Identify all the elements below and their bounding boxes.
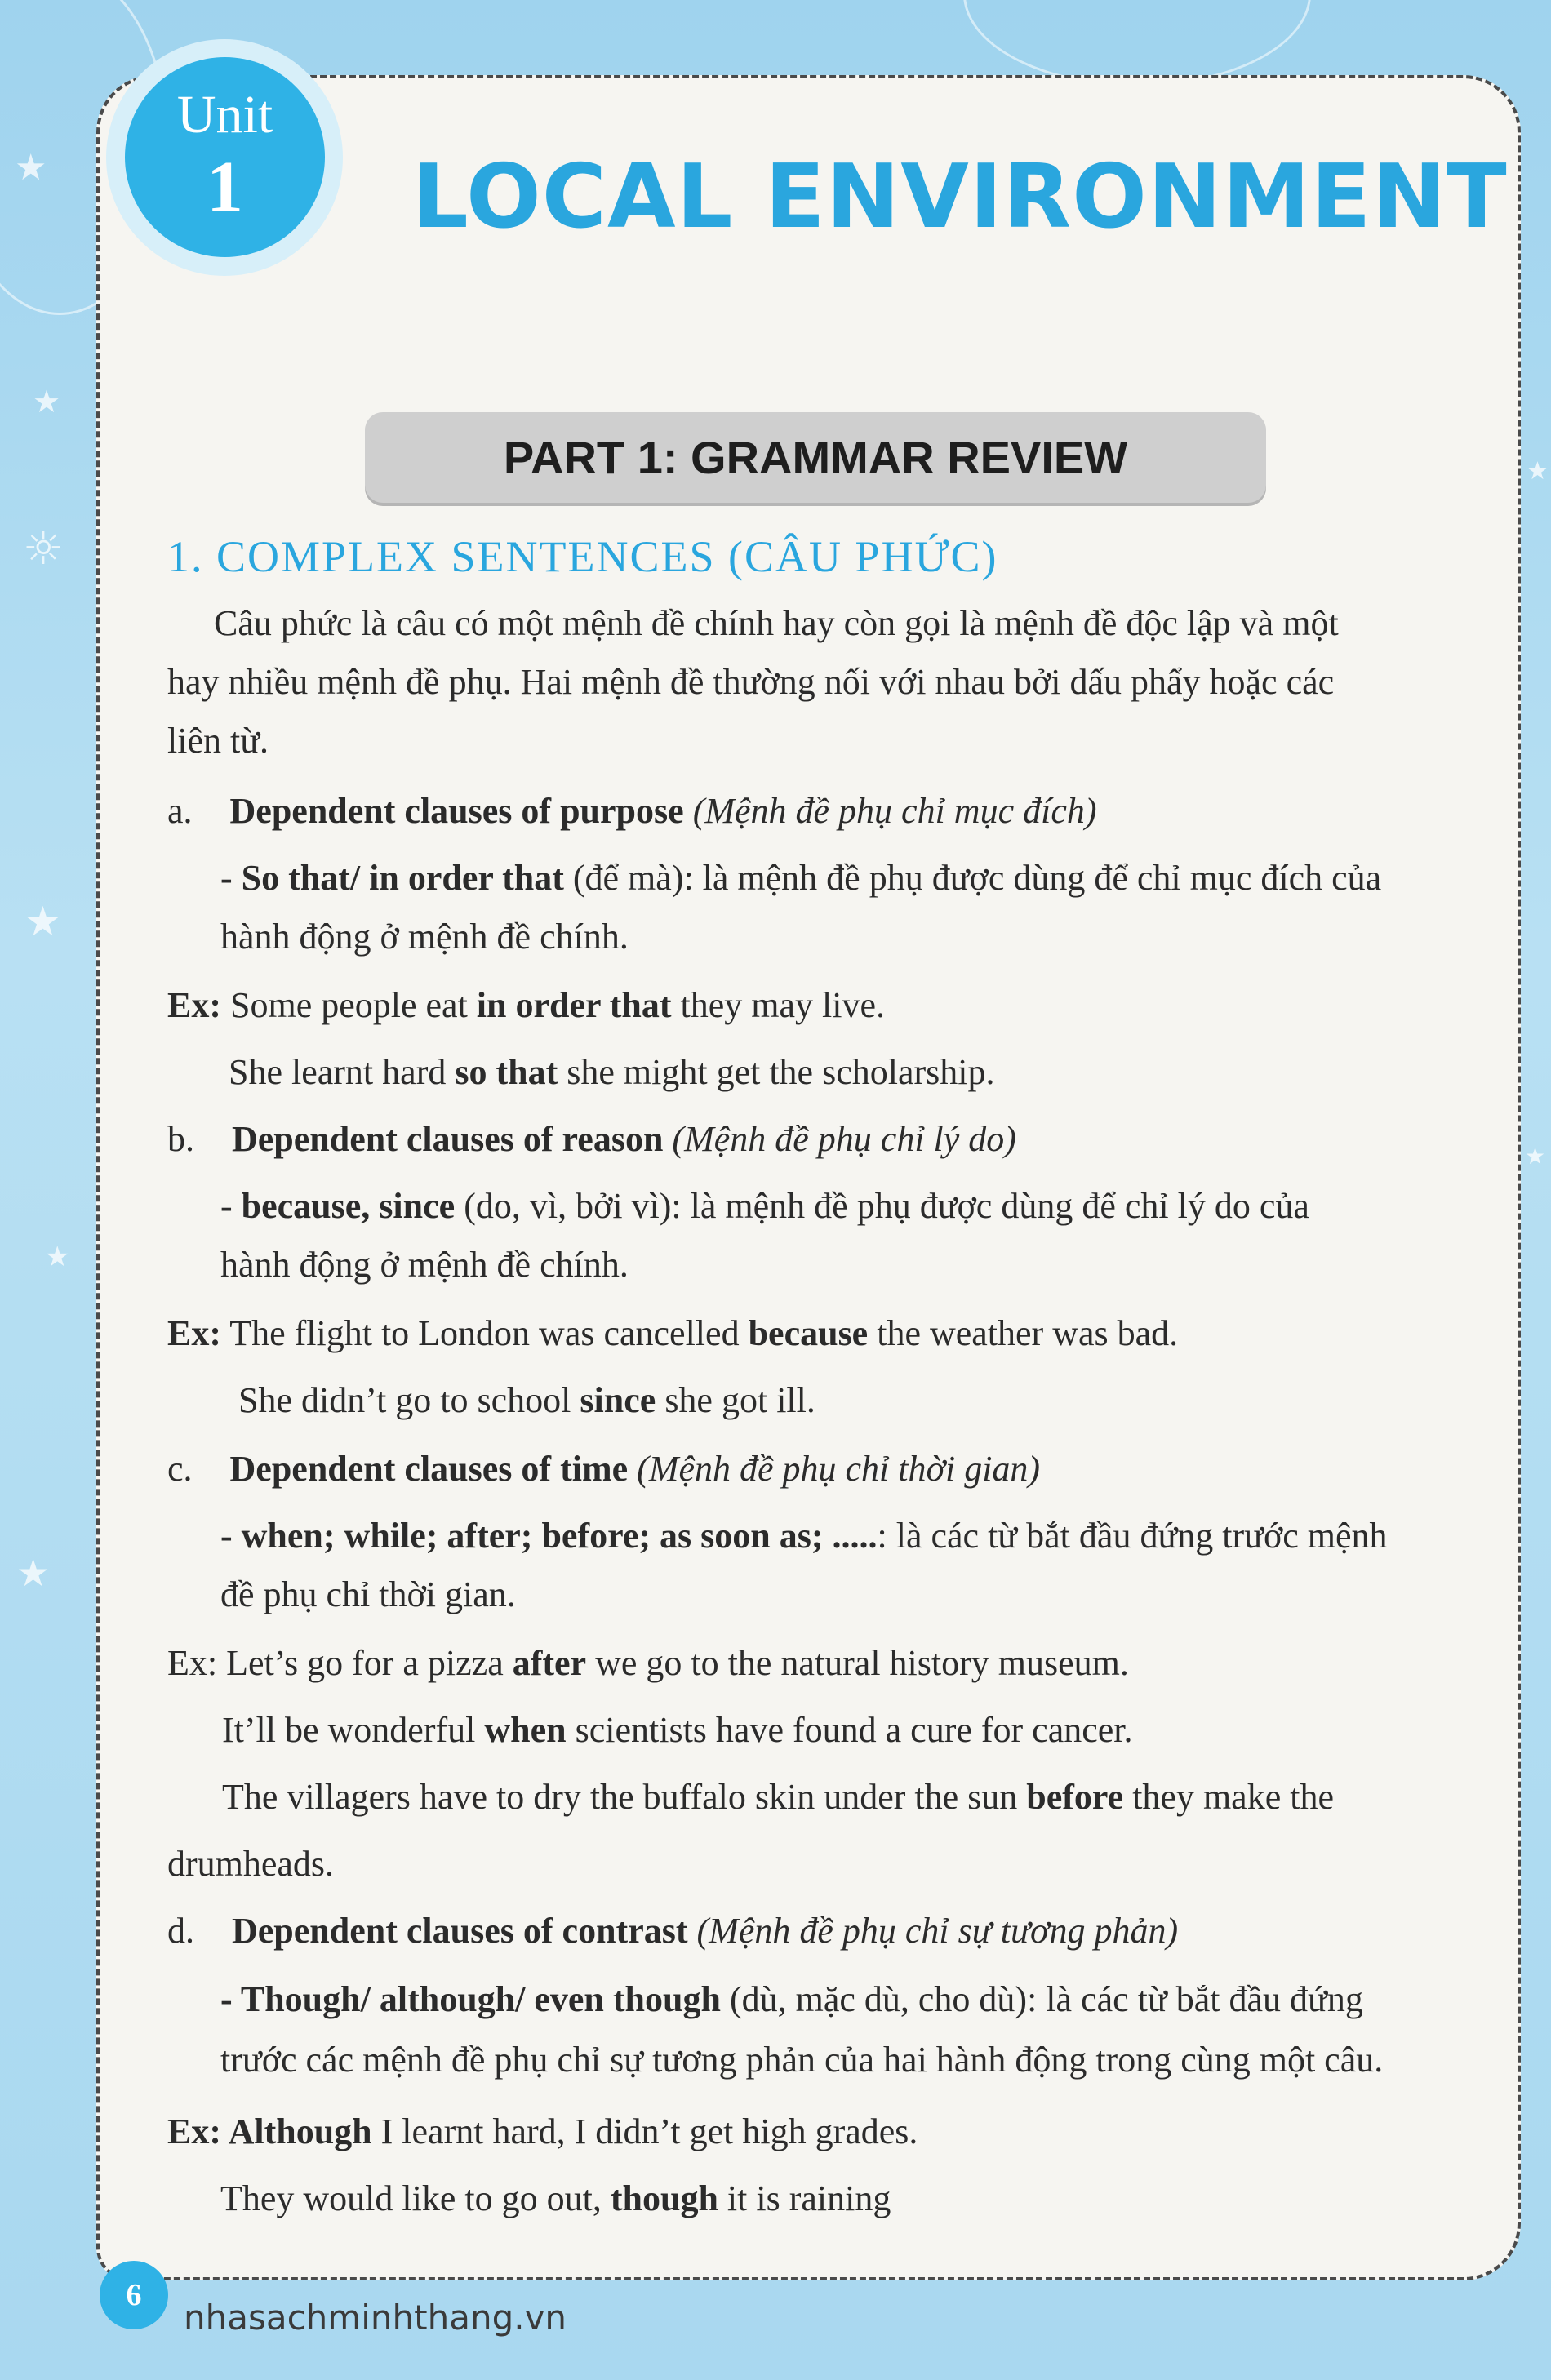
star-icon: ★ bbox=[45, 1241, 70, 1273]
example-keyword: though bbox=[610, 2178, 718, 2218]
item-b-desc-1 bbox=[220, 1185, 1309, 1228]
item-d-example-1 bbox=[167, 2111, 918, 2154]
keyword: - So that/ in order that bbox=[220, 858, 564, 898]
example-text: Let’s go for a pizza bbox=[217, 1643, 513, 1683]
example-label: Ex: bbox=[167, 1313, 221, 1353]
background-orbit bbox=[963, 0, 1311, 87]
example-text: they make the bbox=[1123, 1777, 1334, 1817]
item-gloss: (Mệnh đề phụ chỉ sự tương phản) bbox=[696, 1911, 1179, 1951]
unit-badge bbox=[125, 57, 325, 257]
item-c-example-3 bbox=[222, 1776, 1334, 1819]
star-icon: ★ bbox=[15, 147, 47, 189]
example-keyword: before bbox=[1026, 1777, 1124, 1817]
star-icon: ★ bbox=[1527, 457, 1549, 486]
example-text: The villagers have to dry the buffalo skin under the sun bbox=[222, 1777, 1027, 1817]
item-letter: b. bbox=[167, 1119, 194, 1159]
example-text: we go to the natural history museum. bbox=[586, 1643, 1129, 1683]
item-b-heading bbox=[167, 1118, 1016, 1161]
item-d-example-2 bbox=[220, 2178, 891, 2221]
item-c-example-1 bbox=[167, 1642, 1129, 1685]
item-c-desc-2: đề phụ chỉ thời gian. bbox=[220, 1574, 516, 1614]
item-letter: d. bbox=[167, 1911, 194, 1951]
desc-text: (để mà): là mệnh đề phụ được dùng để chỉ mục đích của bbox=[563, 858, 1382, 898]
star-icon: ★ bbox=[1525, 1143, 1546, 1170]
item-b-example-2 bbox=[238, 1379, 815, 1423]
example-keyword: after bbox=[512, 1643, 587, 1683]
part-banner: PART 1: GRAMMAR REVIEW bbox=[365, 412, 1266, 503]
desc-text: : là các từ bắt đầu đứng trước mệnh bbox=[877, 1516, 1388, 1556]
item-a-desc-2: hành động ở mệnh đề chính. bbox=[220, 917, 629, 957]
keyword: - when; while; after; before; as soon as; ..... bbox=[220, 1516, 878, 1556]
unit-number: 1 bbox=[207, 147, 243, 228]
item-gloss: (Mệnh đề phụ chỉ thời gian) bbox=[637, 1449, 1041, 1489]
unit-word: Unit bbox=[176, 85, 273, 144]
example-keyword: Although bbox=[221, 2111, 372, 2151]
item-b-desc-2: hành động ở mệnh đề chính. bbox=[220, 1245, 629, 1285]
item-c-example-2 bbox=[222, 1709, 1133, 1752]
example-keyword: in order that bbox=[476, 985, 672, 1025]
intro-line-1: Câu phức là câu có một mệnh đề chính hay còn gọi là mệnh đề độc lập và một bbox=[214, 603, 1339, 643]
section-heading: 1. COMPLEX SENTENCES (CÂU PHỨC) bbox=[167, 532, 998, 581]
keyword: - Though/ although/ even though bbox=[220, 1979, 721, 2019]
item-c-desc-1 bbox=[220, 1515, 1388, 1558]
star-icon: ★ bbox=[16, 1551, 51, 1595]
example-text: The flight to London was cancelled bbox=[221, 1313, 749, 1353]
example-text: It’ll be wonderful bbox=[222, 1710, 485, 1750]
item-a-example-2 bbox=[229, 1051, 995, 1095]
lightbulb-icon: ☼ bbox=[23, 522, 64, 575]
example-text: she got ill. bbox=[656, 1380, 815, 1420]
star-icon: ★ bbox=[24, 898, 61, 945]
example-text: She didn’t go to school bbox=[238, 1380, 580, 1420]
footer-website: nhasachminhthang.vn bbox=[184, 2298, 567, 2338]
item-title: Dependent clauses of reason bbox=[232, 1119, 664, 1159]
example-label: Ex: bbox=[167, 2111, 221, 2151]
example-text: She learnt hard bbox=[229, 1052, 456, 1092]
keyword: - because, since bbox=[220, 1186, 456, 1226]
example-label: Ex: bbox=[167, 985, 221, 1025]
example-keyword: when bbox=[484, 1710, 567, 1750]
item-d-desc-1 bbox=[220, 1978, 1363, 2022]
item-a-desc-1 bbox=[220, 857, 1381, 900]
example-text: they may live. bbox=[671, 985, 886, 1025]
page-number: 6 bbox=[100, 2261, 168, 2329]
item-b-example-1 bbox=[167, 1312, 1178, 1356]
example-text: They would like to go out, bbox=[220, 2178, 611, 2218]
example-text: the weather was bad. bbox=[868, 1313, 1179, 1353]
item-a-heading bbox=[167, 790, 1097, 833]
example-label: Ex: bbox=[167, 1643, 218, 1683]
item-c-example-3-cont: drumheads. bbox=[167, 1844, 335, 1884]
intro-line-3: liên từ. bbox=[167, 721, 269, 761]
item-letter: c. bbox=[167, 1449, 193, 1489]
example-text: it is raining bbox=[718, 2178, 891, 2218]
item-a-example-1 bbox=[167, 984, 885, 1028]
example-text: I learnt hard, I didn’t get high grades. bbox=[371, 2111, 918, 2151]
desc-text: (dù, mặc dù, cho dù): là các từ bắt đầu đứng bbox=[720, 1979, 1363, 2019]
example-text: scientists have found a cure for cancer. bbox=[566, 1710, 1133, 1750]
example-keyword: because bbox=[748, 1313, 869, 1353]
item-letter: a. bbox=[167, 791, 193, 831]
example-keyword: since bbox=[580, 1380, 656, 1420]
example-keyword: so that bbox=[455, 1052, 558, 1092]
example-text: she might get the scholarship. bbox=[558, 1052, 995, 1092]
item-c-heading bbox=[167, 1448, 1040, 1491]
desc-text: (do, vì, bởi vì): là mệnh đề phụ được dùng để chỉ lý do của bbox=[455, 1186, 1309, 1226]
item-title: Dependent clauses of time bbox=[229, 1449, 629, 1489]
star-icon: ★ bbox=[33, 384, 61, 420]
item-d-heading bbox=[167, 1910, 1178, 1953]
example-text: Some people eat bbox=[221, 985, 477, 1025]
intro-line-2: hay nhiều mệnh đề phụ. Hai mệnh đề thường nối với nhau bởi dấu phẩy hoặc các bbox=[167, 662, 1335, 702]
item-gloss: (Mệnh đề phụ chỉ mục đích) bbox=[692, 791, 1097, 831]
item-title: Dependent clauses of purpose bbox=[229, 791, 684, 831]
item-gloss: (Mệnh đề phụ chỉ lý do) bbox=[672, 1119, 1016, 1159]
unit-title: LOCAL ENVIRONMENT bbox=[412, 146, 1508, 248]
item-d-desc-2: trước các mệnh đề phụ chỉ sự tương phản của hai hành động trong cùng một câu. bbox=[220, 2040, 1384, 2080]
item-title: Dependent clauses of contrast bbox=[232, 1911, 688, 1951]
